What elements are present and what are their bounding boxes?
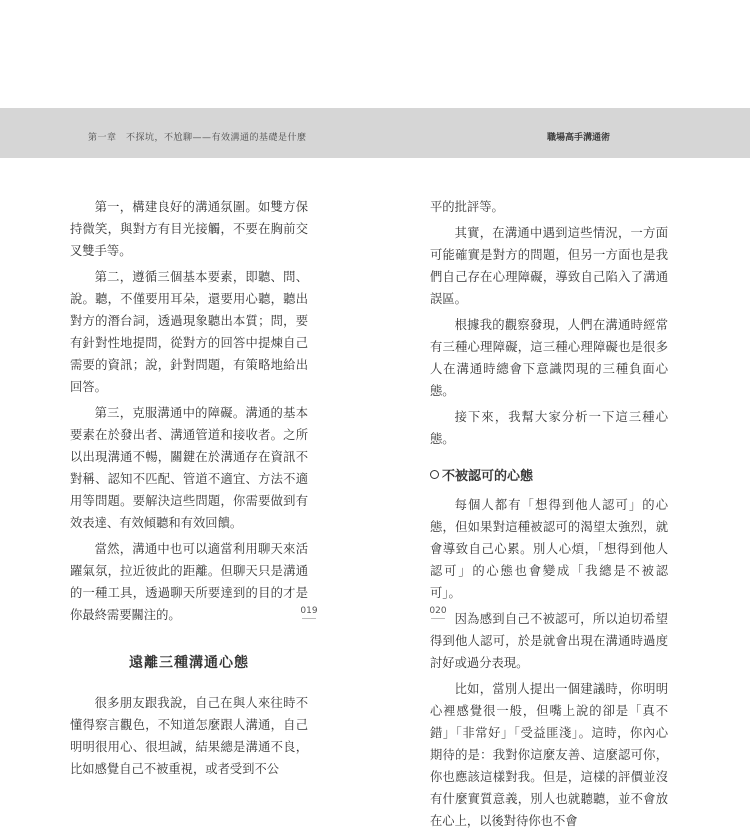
paragraph: 很多朋友跟我說，自己在與人來往時不懂得察言觀色，不知道怎麼跟人溝通，自己明明很用心、很坦誠，結果總是溝通不良，比如感覺自己不被重視，或者受到不公 <box>70 696 308 776</box>
paragraph: 平的批評等。 <box>430 200 504 214</box>
page-number-text: 020 <box>429 606 447 616</box>
page-number-right <box>426 606 450 619</box>
page-number-text: 019 <box>300 606 318 616</box>
book-running-header: 職場高手溝通術 <box>547 133 611 143</box>
paragraph: 其實，在溝通中遇到這些情況，一方面可能確實是對方的問題，但另一方面也是我們自己存在心理障礙，導致自己陷入了溝通誤區。 <box>430 226 668 306</box>
paragraph: 第一，構建良好的溝通氛圍。如雙方保持微笑，與對方有目光接觸，不要在胸前交叉雙手等。 <box>70 200 308 258</box>
section-title: 遠離三種溝通心態 <box>129 655 249 671</box>
paragraph: 根據我的觀察發現，人們在溝通時經常有三種心理障礙，這三種心理障礙也是很多人在溝通時總會下意識閃現的三種負面心態。 <box>430 318 668 398</box>
page-number-divider <box>302 618 316 619</box>
paragraph: 因為感到自己不被認可，所以迫切希望得到他人認可，於是就會出現在溝通時過度討好或過分表現。 <box>430 612 668 670</box>
paragraph: 比如，當別人提出一個建議時，你明明心裡感覺很一般，但嘴上說的卻是「真不錯」「非常好」「受益匪淺」。這時，你內心期待的是：我對你這麼友善、這麼認可你，你也應該這樣對我。但是，這樣的評價並沒有什麼實質意義，別人也就聽聽，並不會放在心上，以後對待你也不會 <box>430 682 668 828</box>
subsection-heading <box>430 466 668 488</box>
left-page <box>70 196 308 784</box>
paragraph: 當然，溝通中也可以適當利用聊天來活躍氣氛，拉近彼此的距離。但聊天只是溝通的一種工具，透過聊天所要達到的目的才是你最終需要關注的。 <box>70 542 308 622</box>
paragraph: 接下來，我幫大家分析一下這三種心態。 <box>430 410 668 446</box>
chapter-running-header: 第一章 不探坑，不尬聊——有效溝通的基礎是什麼 <box>88 133 307 143</box>
paragraph: 第二，遵循三個基本要素，即聽、問、說。聽，不僅要用耳朵，還要用心聽，聽出對方的潛台詞，透過現象聽出本質；問，要有針對性地提問，從對方的回答中提煉自己需要的資訊；說，針對問題，有策略地給出回答。 <box>70 270 308 394</box>
page-number-left <box>297 606 321 619</box>
subsection-heading-text: 不被認可的心態 <box>442 469 534 484</box>
page-number-divider <box>431 618 445 619</box>
paragraph: 第三，克服溝通中的障礙。溝通的基本要素在於發出者、溝通管道和接收者。之所以出現溝通不暢，關鍵在於溝通存在資訊不對稱、認知不匹配、管道不適宜、方法不適用等問題。要解決這些問題，你需要做到有效表達、有效傾聽和有效回饋。 <box>70 406 308 530</box>
right-page <box>430 196 668 836</box>
circle-bullet-icon <box>430 470 439 479</box>
paragraph: 每個人都有「想得到他人認可」的心態，但如果對這種被認可的渴望太強烈，就會導致自己心累。別人心煩，「想得到他人認可」的心態也會變成「我總是不被認可」。 <box>430 498 668 600</box>
